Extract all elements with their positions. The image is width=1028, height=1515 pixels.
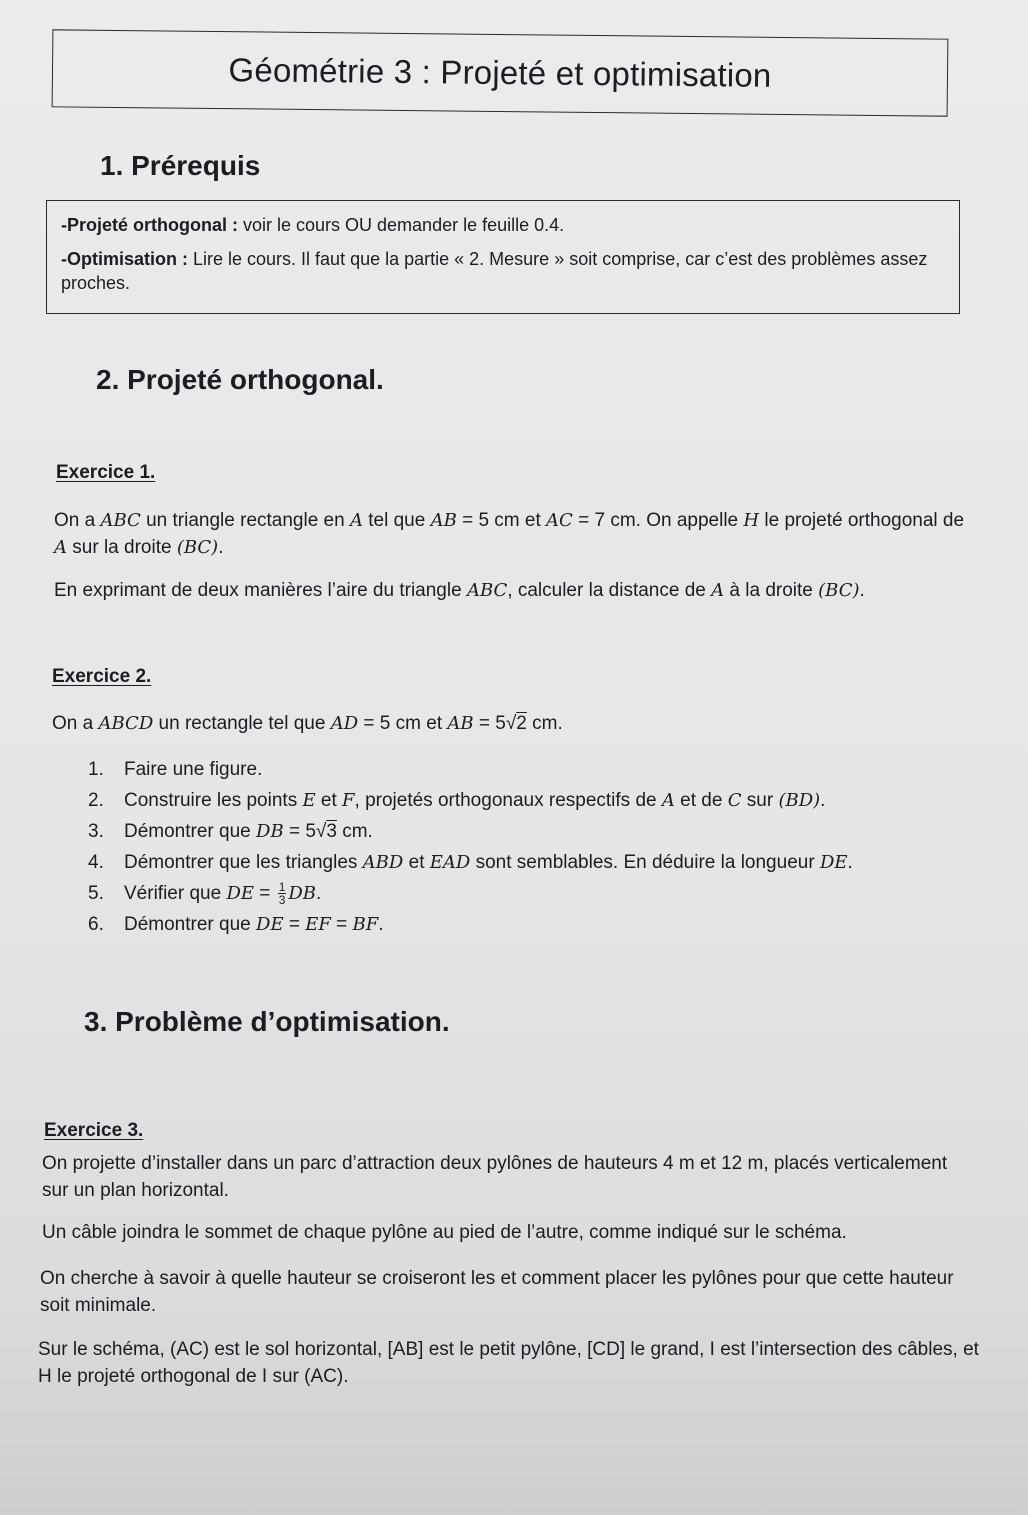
exercise-1-question: En exprimant de deux manières l’aire du triangle ABC, calculer la distance de A à la droite (BC). [54, 580, 865, 601]
section-optimisation: 3. Problème d’optimisation. [84, 1006, 450, 1037]
list-item: 1. Faire une figure. [88, 759, 263, 780]
exercise-2-intro: On a ABCD un rectangle tel que AD = 5 cm et AB = 5√2 cm. [52, 713, 563, 734]
list-item: 5. Vérifier que DE = $\frac{1}{3}$ DB. [88, 880, 322, 908]
prerequis-box [46, 200, 960, 314]
exercise-3-heading: Exercice 3. [44, 1120, 144, 1141]
list-item: 3. Démontrer que DB = 5√3 cm. [88, 821, 373, 842]
exercise-3-p3: On cherche à savoir à quelle hauteur se croiseront les et comment placer les pylônes pour que cette hauteur soit minimale. [40, 1268, 954, 1316]
list-item: 6. Démontrer que DE = EF = BF. [88, 914, 384, 935]
prereq-optimisation: -Optimisation : Lire le cours. Il faut que la partie « 2. Mesure » soit comprise, car c’est des problèmes assez proches. [61, 249, 928, 293]
exercise-1-heading: Exercice 1. [56, 462, 156, 483]
exercise-1-statement: On a ABC un triangle rectangle en A tel que AB = 5 cm et AC = 7 cm. On appelle H le projeté orthogonal de A sur la droite (BC). [54, 510, 965, 558]
title-box [52, 29, 949, 116]
exercise-2-heading: Exercice 2. [52, 666, 152, 687]
list-item: 4. Démontrer que les triangles ABD et EAD sont semblables. En déduire la longueur DE. [88, 852, 853, 873]
prereq-projete: -Projeté orthogonal : voir le cours OU demander le feuille 0.4. [61, 215, 565, 235]
section-projete: 2. Projeté orthogonal. [96, 364, 384, 395]
list-item: 2. Construire les points E et F, projetés orthogonaux respectifs de A et de C sur (BD). [88, 790, 826, 811]
exercise-3-p2: Un câble joindra le sommet de chaque pylône au pied de l’autre, comme indiqué sur le schéma. [42, 1222, 847, 1243]
exercise-2-questions [88, 754, 968, 940]
exercise-3-p1: On projette d’installer dans un parc d’attraction deux pylônes de hauteurs 4 m et 12 m, placés verticalement sur un plan horizontal. [42, 1153, 948, 1201]
section-prerequis: 1. Prérequis [100, 150, 261, 181]
document-title: Géométrie 3 : Projeté et optimisation [228, 51, 772, 94]
exercise-3-p4: Sur le schéma, (AC) est le sol horizontal, [AB] est le petit pylône, [CD] le grand, I est l’intersection des câbles, et H le projeté orthogonal de I sur (AC). [38, 1339, 979, 1387]
